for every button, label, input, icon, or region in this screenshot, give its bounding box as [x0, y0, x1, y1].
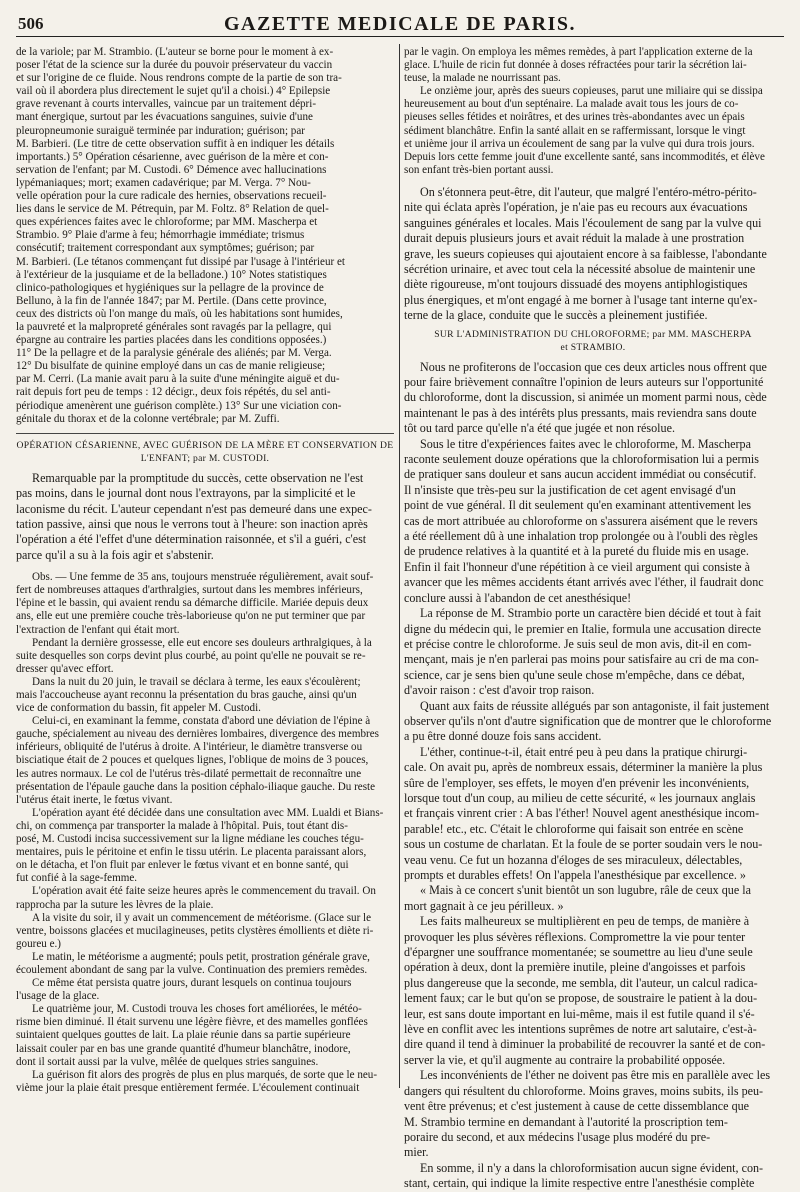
text-line: rapprocha par la suture les lèvres de la plaie.: [16, 898, 214, 911]
text-line: du chloroforme, dont la discussion, si animée un moment parmi nous, cède: [404, 390, 767, 405]
text-line: pour faire brièvement connaître l'opinion de leurs auteurs sur l'opportunité: [404, 375, 764, 389]
text-line: de prudence relatives à la quantité et à la pureté du fluide mis en usage.: [404, 544, 749, 559]
text-line: Nous ne profiterons de l'occasion que ces deux articles nous offrent que: [420, 359, 767, 374]
text-line: l'épine et le bassin, qui avaient rendu sa démarche difficile. Mariée depuis deux: [16, 597, 369, 610]
text-line: poraire du second, et aux médecins l'usage plus modéré du pre-: [404, 1129, 711, 1144]
text-line: et sur l'origine de ce fluide. Nous rendrons compte de la partie de son tra-: [16, 72, 342, 85]
text-line: L'éther, continue-t-il, était entré peu à peu dans la pratique chirurgi-: [420, 744, 748, 759]
author-comment-paragraph: [404, 185, 782, 324]
text-line: M. Barbieri. (Le tétanos commençant fut dissipé par l'usage à l'intérieur et: [16, 255, 345, 268]
text-line: poser l'état de la science sur la durée du pouvoir préservateur du vaccin: [16, 59, 333, 72]
text-line: mentaires, puis le péritoine et enfin le tissu utérin. Le placenta paraissant alors,: [16, 846, 367, 859]
text-line: suite desquelles son corps devint plus courbé, au point qu'elle ne pouvait se re-: [16, 649, 366, 662]
text-line: a pu être donné douze fois sans accident.: [404, 729, 602, 744]
text-line: mort gagnait à ce jeu périlleux. »: [404, 898, 564, 913]
text-line: suintaient quelques gouttes de lait. La plaie réunie dans sa partie supérieure: [16, 1029, 351, 1042]
text-line: chi, on commença par transporter la malade à l'hôpital. Puis, tout étant dis-: [16, 819, 348, 832]
text-line: mais l'accoucheuse ayant reconnu la présentation du bras gauche, ainsi qu'un: [16, 689, 357, 701]
text-line: a été réellement dû à une inhalation trop prolongée ou à l'oubli des règles: [404, 529, 758, 544]
text-line: fert de nombreuses attaques d'arthralgies, surtout dans les membres inférieurs,: [16, 584, 363, 597]
text-line: « Mais à ce concert s'unit bientôt un son lugubre, râle de ceux que la: [420, 883, 751, 898]
text-line: Enfin il fait l'honneur d'une répétition à ce vieil argument qui consiste à: [404, 559, 751, 574]
text-line: fut confié à la sage-femme.: [16, 872, 138, 885]
text-line: ceux des districts où l'on mange du maïs, où les habitations sont humides,: [16, 307, 343, 320]
text-line: dont il sortait aussi par la vulve, mêlée de quelques stries sanguines.: [16, 1055, 319, 1068]
text-line: sûre de l'employer, ses effets, le moyen d'en prévenir les inconvénients,: [404, 775, 750, 790]
text-line: génitale du thorax et de la colonne vertébrale; par M. Zuffi.: [16, 412, 280, 425]
text-line: mant énergique, surtout par les évacuations sanguines, suivie d'une: [16, 111, 313, 124]
text-line: mier.: [404, 1145, 429, 1160]
text-line: 12° Du bisulfate de quinine employé dans un cas de manie religieuse;: [16, 360, 326, 373]
text-line: conclure aussi à l'abandon de cet anesthésique!: [404, 590, 632, 605]
text-line: pas moins, dans le journal dont nous l'extrayons, par la simplicité et le: [16, 486, 356, 501]
text-line: inférieurs, obliquité de l'utérus à droite. A l'intérieur, le diamètre transverse ou: [16, 741, 363, 754]
column-divider: [399, 44, 400, 1088]
text-line: l'extraction de l'enfant qui était mort.: [16, 623, 180, 636]
text-line: et unième jour il arriva un écoulement de sang par la vulve qui dura trois jours.: [404, 137, 755, 150]
text-line: Le onzième jour, après des sueurs copieuses, parut une miliaire qui se dissipa: [420, 85, 763, 98]
text-line: plus énergiques, et m'ont engagé à me borner à l'usage tant interne qu'ex-: [404, 292, 758, 307]
text-line: et précise contre le chloroforme. Je suis seul de mon avis, dit-il en com-: [404, 636, 752, 651]
text-line: dangers qui résultent du chloroforme. Moins graves, moins subits, ils peu-: [404, 1083, 764, 1098]
text-line: La réponse de M. Strambio porte un caractère bien décidé et tout à fait: [420, 606, 762, 621]
text-line: lies dans le service de M. Pétrequin, par M. Foltz. 8° Relation de quel-: [16, 203, 329, 216]
text-line: l'usage de la glace.: [16, 990, 100, 1003]
text-line: L'opération ayant été décidée dans une consultation avec MM. Lualdi et Bians-: [32, 806, 384, 819]
text-line: sédiment blanchâtre. Enfin la santé allait en se raffermissant, lorsque le vingt: [404, 124, 746, 137]
left-column: [16, 46, 394, 1094]
text-line: observer qu'ils n'ont d'autre signification que de montrer que le chloroforme: [404, 713, 772, 728]
section-separator: [16, 433, 394, 434]
section-title-cesarienne: [16, 439, 394, 465]
text-line: sous un costume de charlatan. Et la foule de se porter soudain vers le nou-: [404, 837, 763, 852]
text-line: terne de la glace, conduite que le succès a pleinement justifiée.: [404, 308, 708, 323]
text-line: provoquer les plus sévères réflexions. Compromettre la vie pour tenter: [404, 929, 746, 944]
text-line: tation passive, ainsi que nous le verrons tout à l'heure: son inaction après: [16, 516, 368, 531]
text-line: glace. L'huile de ricin fut donnée à doses réfractées pour tarir la sécrétion lai-: [404, 59, 747, 72]
text-line: stant, certain, qui indique la limite respective entre l'anesthésie complète: [404, 1176, 755, 1191]
text-line: goureu e.): [16, 937, 61, 950]
text-line: présentation de l'épaule gauche dans la position céphalo-iliaque gauche. Du reste: [16, 780, 376, 793]
text-line: et STRAMBIO.: [560, 341, 626, 353]
text-line: La guérison fit alors des progrès de plus en plus marqués, de sorte que le neu-: [32, 1068, 378, 1081]
text-line: point de vue général. Il dit seulement qu'en examinant attentivement les: [404, 498, 752, 513]
text-line: Remarquable par la promptitude du succès, cette observation ne l'est: [32, 470, 364, 485]
text-line: leur, est sans doute important en lui-même, mais il est futile quand il s'é-: [404, 1006, 755, 1021]
text-line: importants.) 5° Opération césarienne, avec guérison de la mère et con-: [16, 150, 329, 163]
right-column: [404, 46, 782, 1191]
text-line: et français vinrent crier : A bas l'éther! Nouvel agent anesthésique incom-: [404, 806, 760, 821]
text-line: écoulement abondant de sang par la vulve. Continuation des premiers remèdes.: [16, 963, 368, 976]
text-line: cale. On avait pu, après de nombreux essais, déterminer la manière la plus: [404, 760, 763, 775]
text-line: A la visite du soir, il y avait un commencement de météorisme. (Glace sur le: [32, 911, 372, 924]
text-line: clinico-pathologiques et hygiéniques sur la pellagre de la province de: [16, 281, 324, 294]
text-line: durait depuis plusieurs jours et avait réduit la malade à une prostration: [404, 231, 745, 246]
text-line: dire quand il tend à diminuer la probabilité de recouvrer la santé et de con-: [404, 1037, 766, 1052]
text-line: Pendant la dernière grossesse, elle eut encore ses douleurs arthralgiques, à la: [32, 636, 372, 649]
text-line: laconisme du récit. L'auteur cependant n'est pas demeuré dans une expec-: [16, 501, 372, 516]
page-header: [16, 8, 784, 37]
text-line: maintenant le pas à des intérêts plus pressants, mais reviendra sans doute: [404, 405, 757, 420]
text-line: L'ENFANT; par M. CUSTODI.: [140, 452, 270, 464]
text-line: vail où il abordera plus directement le sujet qu'il a choisi.) 4° Epilepsie: [16, 85, 331, 98]
text-line: OPÉRATION CÉSARIENNE, AVEC GUÉRISON DE LA MÈRE ET CONSERVATION DE: [16, 439, 394, 451]
section-title-chloroforme: [404, 328, 782, 354]
text-line: veau venu. Ce fut un hozanna d'éloges de ses miraculeux, délectables,: [404, 852, 743, 867]
intro-paragraph: [16, 46, 394, 426]
text-line: grave revenant à courts intervalles, vaincue par un traitement dépri-: [16, 98, 317, 111]
text-line: mençant, mais je n'en parlerai pas moins pour satisfaire au cri de ma con-: [404, 652, 759, 667]
text-line: opération à deux, dont la première inutile, pleine d'angoisses et parfois: [404, 960, 746, 975]
text-line: M. Strambio termine en demandant à l'autorité la proscription tem-: [404, 1114, 728, 1129]
text-line: Belluno, à la fin de l'année 1847; par M. Pertile. (Dans cette province,: [16, 294, 327, 307]
text-line: vice de conformation du bassin, fit appeler M. Custodi.: [16, 702, 261, 715]
text-line: gauche, spécialement au niveau des dernières lombaires, divergence des membres: [16, 728, 379, 741]
text-line: rait depuis fort peu de temps : 12 décigr., deux fois répétés, du sel anti-: [16, 386, 331, 399]
text-line: d'avoir raison : c'est d'avoir trop raison.: [404, 683, 595, 698]
text-line: Il n'insiste que très-peu sur la justification de cet agent envisagé d'un: [404, 482, 736, 497]
text-line: Ce même état persista quatre jours, durant lesquels on continua toujours: [32, 977, 352, 990]
text-line: avancer que les mêmes accidents étant arrivés avec l'éther, il faudrait donc: [404, 575, 764, 590]
text-line: Celui-ci, en examinant la femme, constata d'abord une déviation de l'épine à: [32, 715, 371, 728]
text-line: périodique amenèrent une guérison complète.) 13° Sur une viciation con-: [16, 399, 342, 412]
text-line: prompts et durables effets! On l'appela l'anesthésique par excellence. »: [404, 868, 746, 882]
text-line: posé, M. Custodi incisa successivement sur la ligne médiane les couches tégu-: [16, 833, 364, 846]
observation-text: [16, 571, 394, 1095]
text-line: pieuses selles fétides et noirâtres, et des urines très-abondantes avec un épais: [404, 111, 745, 124]
text-line: parable! etc., etc. C'était le chloroforme qui faisait son entrée en scène: [404, 821, 744, 836]
text-line: de la variole; par M. Strambio. (L'auteur se borne pour le moment à ex-: [16, 46, 334, 58]
page-number: 506: [18, 14, 44, 33]
text-line: ans, elle eut une première couche très-laborieuse qu'on ne put terminer que par: [16, 610, 366, 623]
chloroforme-article-text: [404, 360, 782, 1192]
remarks-paragraph: [16, 471, 394, 563]
text-line: digne du médecin qui, le premier en Italie, formula une accusation directe: [404, 621, 761, 636]
text-line: Le quatrième jour, M. Custodi trouva les choses fort améliorées, le météo-: [32, 1003, 362, 1016]
text-line: Obs. — Une femme de 35 ans, toujours menstruée régulièrement, avait souf-: [32, 571, 374, 584]
text-line: En somme, il n'y a dans la chloroformisation aucun signe évident, con-: [420, 1160, 764, 1175]
text-line: l'opération a été l'effet d'une détermination raisonnée, et s'il a guéri, c'est: [16, 532, 367, 547]
text-line: l'utérus était inerte, le fœtus vivant.: [16, 793, 173, 806]
text-line: science, car je sens bien qu'une seule chose m'empêche, dans ce débat,: [404, 667, 745, 682]
text-line: heureusement au bout d'un septénaire. La malade avait tous les jours de co-: [404, 98, 739, 111]
text-line: d'épargner une souffrance momentanée; se soumettre au lieu d'une seule: [404, 945, 753, 960]
text-line: nite qui éclata après l'opération, je n'aie pas eu recours aux évacuations: [404, 200, 748, 215]
text-line: épargne au contraire les parties placées dans les conditions opposées.): [16, 334, 327, 347]
journal-title: GAZETTE MEDICALE DE PARIS.: [223, 13, 577, 35]
text-line: Quant aux faits de réussite allégués par son antagoniste, il fait justement: [420, 698, 770, 713]
text-line: 11° De la pellagre et de la paralysie générale des aliénés; par M. Verga.: [16, 347, 332, 360]
text-line: plus dangereuse que la seconde, me sembla, dit l'auteur, un calcul radica-: [404, 975, 758, 990]
text-line: bisciatique était de 2 pouces et quelques lignes, l'oblique de moins de 3 pouces,: [16, 754, 369, 767]
text-line: server la vie, et qu'il augmente au contraire la probabilité opposée.: [404, 1052, 726, 1067]
text-line: L'opération avait été faite seize heures après le commencement du travail. On: [32, 885, 376, 898]
text-line: lève en conflit avec les intentions suprêmes de notre art salutaire, c'est-à-: [404, 1022, 757, 1037]
text-line: diète rigoureuse, m'ont toujours dissuadé des moyens antiphlogistiques: [404, 277, 748, 292]
text-line: risme bien diminué. Il était survenu une légère fièvre, et des mamelles gonflées: [16, 1016, 368, 1029]
text-line: de pratiquer sans douleur et sans aucun accident immédiat ou consécutif.: [404, 467, 757, 482]
text-line: pleuropneumonie suraiguë terminée par induration; guérison; par: [16, 124, 305, 137]
text-line: lement faux; car le but qu'on se propose, de soustraire le patient à la dou-: [404, 991, 758, 1006]
text-line: servation de l'enfant; par M. Custodi. 6° Démence avec hallucinations: [16, 163, 327, 176]
text-line: velle opération pour la cure radicale des hernies, observations recueil-: [16, 190, 327, 203]
text-line: Strambio. 9° Plaie d'arme à feu; hémorrhagie immédiate; trismus: [16, 229, 305, 242]
text-line: Les inconvénients de l'éther ne doivent pas être mis en parallèle avec les: [420, 1068, 771, 1083]
text-line: par M. Cerri. (La manie avait paru à la suite d'une méningite aiguë et du-: [16, 373, 340, 386]
text-line: Les faits malheureux se multiplièrent en peu de temps, de manière à: [420, 914, 750, 929]
text-line: laissait couler par en bas une grande quantité d'humeur blanchâtre, inodore,: [16, 1042, 351, 1055]
observation-continued: [404, 46, 782, 177]
text-line: Sous le titre d'expériences faites avec le chloroforme, M. Mascherpa: [420, 436, 751, 451]
text-line: M. Barbieri. (Le titre de cette observation suffit à en indiquer les détails: [16, 137, 335, 150]
text-line: sanguines générales et locales. Mais l'écoulement de sang par la vulve qui: [404, 215, 762, 230]
text-line: Depuis lors cette femme jouit d'une excellente santé, sans incommodités, et élève: [404, 150, 765, 163]
text-line: lypémaniaques; mort; examen cadavérique; par M. Verga. 7° Nou-: [16, 176, 311, 189]
text-line: ventre, boissons glacées et mucilagineuses, petits clystères émollients et diète ri-: [16, 924, 374, 937]
text-line: vième jour la plaie était presque entièrement fermée. L'écoulement continuait: [16, 1081, 360, 1094]
text-line: cas de mort attribuée au chloroforme on s'assurera aisément que le revers: [404, 513, 758, 528]
text-line: Dans la nuit du 20 juin, le travail se déclara à terme, les eaux s'écoulèrent;: [32, 675, 361, 688]
text-line: raconte seulement douze opérations que la chloroformisation lui a permis: [404, 452, 759, 467]
text-line: SUR L'ADMINISTRATION DU CHLOROFORME; par MM. MASCHERPA: [434, 328, 752, 340]
text-line: parce qu'il a su à la fois agir et s'abstenir.: [16, 547, 214, 562]
text-line: on le détacha, et l'on fluit par enlever le fœtus vivant et en bonne santé, qui: [16, 859, 349, 872]
text-line: à l'extérieur de la jusquiame et de la belladone.) 10° Notes statistiques: [16, 268, 327, 281]
text-line: teuse, la malade ne nourrissant pas.: [404, 72, 561, 85]
text-line: dresser qu'avec effort.: [16, 662, 114, 675]
text-line: ques expériences faites avec le chloroforme; par MM. Mascherpa et: [16, 216, 318, 229]
text-line: consécutif; traitement correspondant aux symptômes; guérison; par: [16, 242, 315, 255]
text-line: lorsque tout d'un coup, au milieu de cette sécurité, « les journaux anglais: [404, 790, 756, 805]
text-line: les autres normaux. Le col de l'utérus très-dilaté permettait de reconnaître une: [16, 767, 362, 780]
text-line: vent être prévenus; et c'est justement à cause de cette dissemblance que: [404, 1099, 750, 1114]
text-line: son enfant très-bien portant aussi.: [404, 163, 554, 176]
text-line: On s'étonnera peut-être, dit l'auteur, que malgré l'entéro-métro-périto-: [420, 184, 757, 199]
text-line: tôt ou tard parce qu'elle n'a été que jugée et non résolue.: [404, 421, 675, 436]
text-line: sécrétion urinaire, et avec tout cela la nécessité absolue de maintenir une: [404, 261, 756, 276]
text-line: la pauvreté et la malpropreté générales sont ravagés par la pellagre, qui: [16, 320, 332, 333]
text-line: Le matin, le météorisme a augmenté; pouls petit, prostration générale grave,: [32, 950, 370, 963]
text-line: par le vagin. On employa les mêmes remèdes, à part l'application externe de la: [404, 46, 753, 58]
text-line: grave, les sueurs copieuses qui ajoutaient encore à sa faiblesse, l'abondante: [404, 246, 767, 261]
